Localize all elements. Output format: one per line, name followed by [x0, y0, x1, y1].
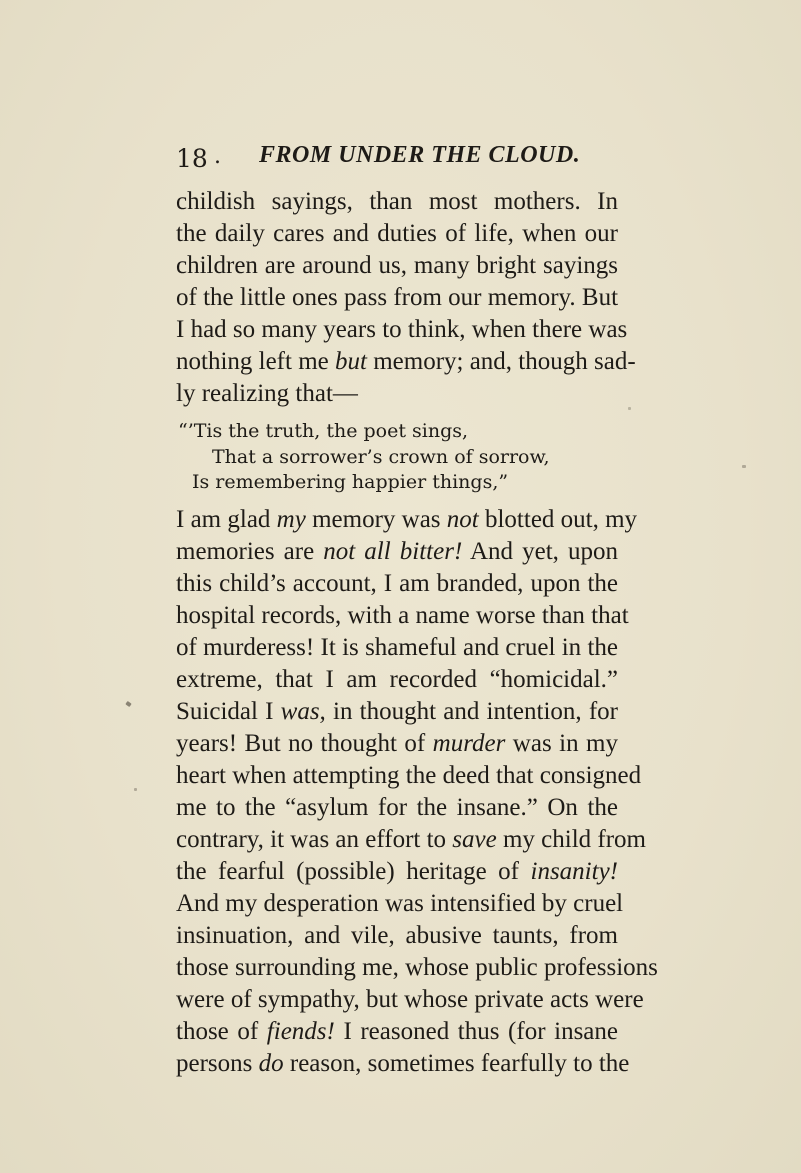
text-line: heart when attempting the deed that consigned	[176, 762, 642, 789]
poem-line: That a sorrower’s crown of sorrow,	[212, 446, 550, 468]
text-line: of the little ones pass from our memory. But	[176, 284, 619, 311]
text-line: ly realizing that—	[176, 380, 358, 407]
text-line: were of sympathy, but whose private acts were	[176, 986, 644, 1013]
text-line: extreme, that I am recorded “homicidal.”	[176, 666, 618, 693]
text-line: And my desperation was intensified by cruel	[176, 890, 624, 917]
text-line: those surrounding me, whose public professions	[176, 954, 658, 981]
text-line: me to the “asylum for the insane.” On the	[176, 794, 618, 821]
text-line: of murderess! It is shameful and cruel in the	[176, 634, 618, 661]
text-line: I had so many years to think, when there was	[176, 316, 628, 343]
text-line: persons do reason, sometimes fearfully to the	[176, 1050, 630, 1077]
paper-speck	[134, 788, 137, 791]
poem-line: “’Tis the truth, the poet sings,	[178, 420, 469, 442]
text-line: the fearful (possible) heritage of insanity!	[176, 858, 618, 885]
text-line: insinuation, and vile, abusive taunts, from	[176, 922, 618, 949]
text-line: nothing left me but memory; and, though sad-	[176, 348, 636, 375]
text-line: memories are not all bitter! And yet, upon	[176, 538, 619, 565]
text-line: this child’s account, I am branded, upon the	[176, 570, 618, 597]
text-line: contrary, it was an effort to save my child from	[176, 826, 646, 853]
text-line: hospital records, with a name worse than that	[176, 602, 629, 629]
poem-line: Is remembering happier things,”	[192, 471, 509, 493]
page-number: 18	[176, 144, 208, 173]
text-line: those of fiends! I reasoned thus (for insane	[176, 1018, 618, 1045]
paper-speck	[742, 465, 746, 468]
text-line: children are around us, many bright sayings	[176, 252, 618, 279]
text-line: years! But no thought of murder was in my	[176, 730, 618, 757]
paper-speck	[125, 701, 131, 707]
text-line: childish sayings, than most mothers. In	[176, 188, 618, 215]
text-line: I am glad my memory was not blotted out, my	[176, 506, 638, 533]
header-separator: .	[214, 144, 221, 169]
text-line: Suicidal I was, in thought and intention, for	[176, 698, 618, 725]
paper-speck	[628, 407, 631, 410]
running-title: FROM UNDER THE CLOUD.	[259, 142, 581, 168]
text-line: the daily cares and duties of life, when our	[176, 220, 618, 247]
page-header	[176, 140, 616, 176]
